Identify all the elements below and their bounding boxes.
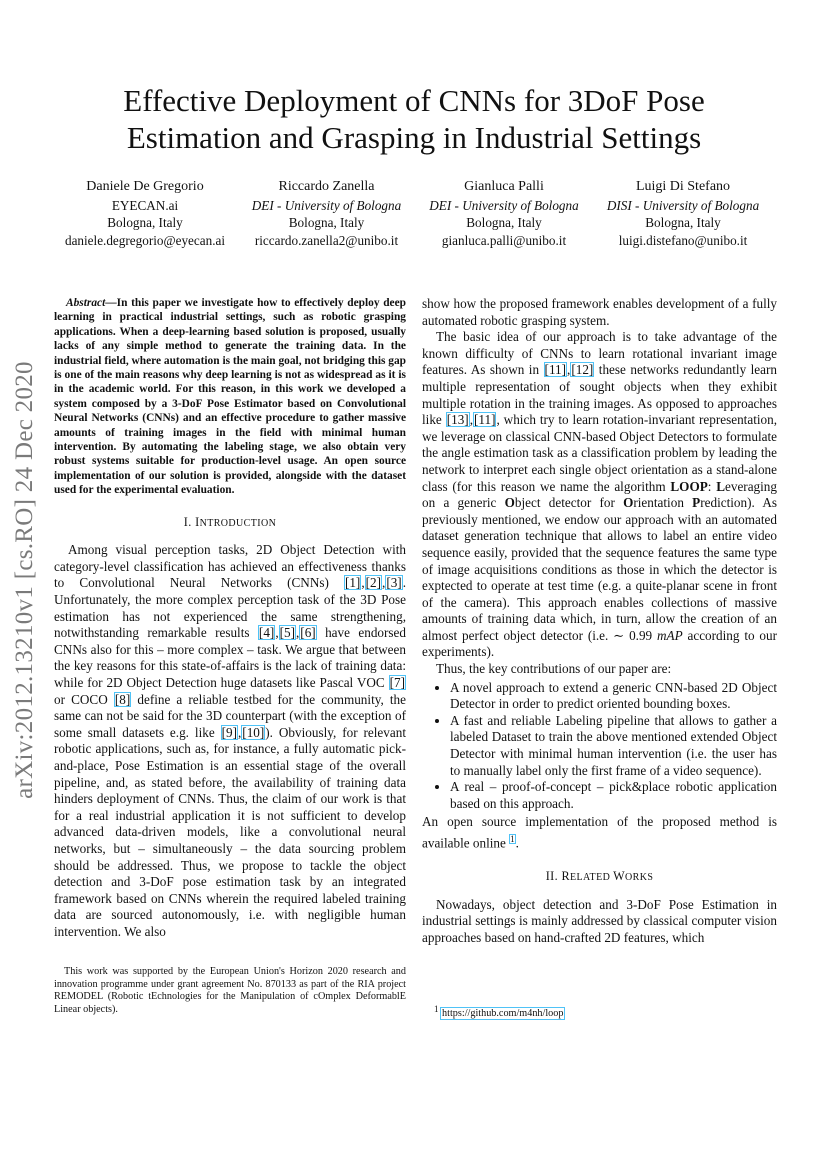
author-block: [244, 178, 409, 249]
author-location: Bologna, Italy: [466, 215, 542, 230]
body-paragraph: The basic idea of our approach is to take advantage of the known difficulty of CNNs to learn rotational invariant image features. As shown in [11],[12] these networks redundantly learn multiple representation of sought objects when they exhibit multiple rotation in the training images. As opposed to approaches like [13],[11], which try to learn rotation-invariant representation, we leverage on classical CNN-based Object Detectors to formulate the angle estimation task as a classification problem by leading the network to interpret each single object orientation as a stand-alone class (for this reason we name the algorithm LOOP: Leveraging on a generic Object detector for Orientation Prediction). As previously mentioned, we endow our approach with an automated dataset generation technique that allows to label an entire video sequence easily, provided that the sequence features the same type of image acquisitions conditions as those in which the detector is exptected to operate at test time (e.g. a quite-planar scene in front of the camera). This approach enables collections of massive amounts of training data which, in turn, allow the creation of an almost perfect object detector (i.e. ∼ 0.99 mAP according to our experiments).: [422, 329, 778, 660]
author-email: daniele.degregorio@eyecan.ai: [64, 232, 226, 248]
citation-link[interactable]: [9]: [221, 724, 237, 740]
body-paragraph: show how the proposed framework enables development of a fully automated robotic grasping system.: [422, 296, 777, 328]
author-location: Bologna, Italy: [645, 215, 721, 230]
contribution-list: [422, 680, 777, 813]
left-column: [54, 296, 406, 941]
footnote-mark: 1: [434, 1004, 439, 1014]
abstract: [54, 296, 406, 498]
funding-footnote: This work was supported by the European Union's Horizon 2020 research and innovation programme under grant agreement No. 870133 as part of the RIA project REMODEL (Robotic tEchnologies for the Manipulation of cOmplex DeformablE Linear objects).: [54, 966, 406, 1015]
footnote-link[interactable]: 1: [510, 834, 515, 844]
citation-link[interactable]: [11]: [473, 412, 496, 428]
citation-link[interactable]: [8]: [114, 691, 131, 707]
author-name: Riccardo Zanella: [278, 179, 375, 194]
author-name: Luigi Di Stefano: [635, 179, 731, 194]
citation-link[interactable]: [3]: [386, 575, 402, 591]
author-block: [420, 178, 588, 249]
author-email: riccardo.zanella2@unibo.it: [254, 232, 399, 248]
author-block: [598, 178, 768, 249]
author-affiliation: DISI - University of Bologna: [606, 197, 760, 213]
right-column: [422, 296, 777, 946]
author-location: Bologna, Italy: [107, 215, 183, 230]
author-email: luigi.distefano@unibo.it: [618, 232, 748, 248]
paper-title: Effective Deployment of CNNs for 3DoF Pose Estimation and Grasping in Industrial Settings: [123, 83, 705, 155]
body-paragraph: An open source implementation of the proposed method is available online $^1$.: [422, 814, 777, 851]
url-footnote: [434, 1003, 564, 1021]
author-location: Bologna, Italy: [288, 215, 365, 230]
author-email: gianluca.palli@unibo.it: [441, 232, 567, 248]
github-link[interactable]: https://github.com/m4nh/loop: [442, 1008, 564, 1020]
abstract-label: Abstract: [66, 297, 106, 309]
author-affiliation: EYECAN.ai: [111, 197, 179, 213]
citation-link[interactable]: [6]: [300, 625, 316, 641]
citation-link[interactable]: [4]: [258, 625, 275, 641]
author-name: Daniele De Gregorio: [86, 179, 204, 194]
citation-link[interactable]: [7]: [389, 675, 405, 691]
intro-paragraph: Among visual perception tasks, 2D Object Detection with category-level classification has achieved an effectiveness thanks to Convolutional Neural Networks (CNNs) [1],[2],[3]. Unfortunately, the more complex perception task of the 3D Pose estimation has not experienced the same strengthening, notwithstanding remarkable results [4],[5],[6] have endorsed CNNs also for this – more complex – task. We argue that between the key reasons for this state-of-affairs is the lack of training data: while for 2D Object Detection huge datasets like Pascal VOC [7] or COCO [8] define a reliable testbed for the community, the same can not be said for the 3D counterpart (with the exception of some small datasets e.g. like [9],[10]). Obviously, for relevant robotic applications, such as, for instance, a fully automatic pick-and-place, Pose Estimation is an essential stage of the overall pipeline, and, as stated before, the availability of training data hinders deployment of CNNs. Thus, the claim of our work is that for a real industrial application it is not sufficient to develop advanced data-driven models, like a convolutional neural networks, but – simultaneously – the data sourcing problem should be addressed. Thus, we propose to tackle the object detection and 3-DoF pose estimation task by an integrated framework based on CNNs wherein the required labeled training data are sourced autonomously, i.e. with negligible human intervention. We also: [54, 542, 406, 939]
list-item: • A real – proof-of-concept – pick&place robotic application based on this approach.: [450, 779, 777, 812]
section-heading-related-works: II. RELATED WORKS: [545, 868, 654, 883]
author-block: [60, 178, 230, 249]
section-heading-introduction: I. INTRODUCTION: [183, 514, 277, 529]
body-paragraph: Nowadays, object detection and 3-DoF Pose Estimation in industrial settings is mainly addressed by classical computer vision approaches based on hand-crafted 2D features, which: [422, 896, 777, 945]
citation-link[interactable]: [5]: [279, 625, 295, 641]
arxiv-identifier: arXiv:2012.13210v1 [cs.RO] 24 Dec 2020: [11, 361, 38, 799]
citation-link[interactable]: [2]: [365, 575, 382, 591]
author-affiliation: DEI - University of Bologna: [429, 197, 579, 213]
list-item: • A fast and reliable Labeling pipeline that allows to gather a labeled Dataset to train the above mentioned extended Object Detector with minimal human intervention (i.e. the user has to manually label only the first frame of a video sequence).: [450, 713, 777, 779]
citation-link[interactable]: [10]: [242, 724, 265, 740]
author-affiliation: DEI - University of Bologna: [251, 197, 402, 213]
citation-link[interactable]: [13]: [446, 412, 469, 428]
body-paragraph: Thus, the key contributions of our paper are:: [436, 661, 672, 677]
citation-link[interactable]: [1]: [344, 575, 361, 591]
citation-link[interactable]: [11]: [544, 362, 567, 378]
list-item: • A novel approach to extend a generic CNN-based 2D Object Detector in order to predict oriented bounding boxes.: [450, 680, 777, 713]
abstract-text: —In this paper we investigate how to effectively deploy deep learning in practical industrial settings, such as robotic grasping applications. When a deep-learning based solution is proposed, usually lacks of any simple method to generate the training data. In the industrial field, where automation is the main goal, not bridging this gap is one of the main reasons why deep learning is not as widespread as it is in the academic world. For this reason, in this work we developed a system composed by a 3-DoF Pose Estimator based on Convolutional Neural Networks (CNNs) and an effective procedure to gather massive amounts of training images in the field with minimal human intervention. By automating the labeling stage, we also obtain very robust systems suitable for production-level usage. An open source implementation of our solution is provided, alongside with the dataset used for the experimental evaluation.: [54, 297, 406, 497]
author-name: Gianluca Palli: [464, 179, 544, 194]
algorithm-name: LOOP: [670, 478, 708, 494]
citation-link[interactable]: [12]: [571, 362, 594, 378]
